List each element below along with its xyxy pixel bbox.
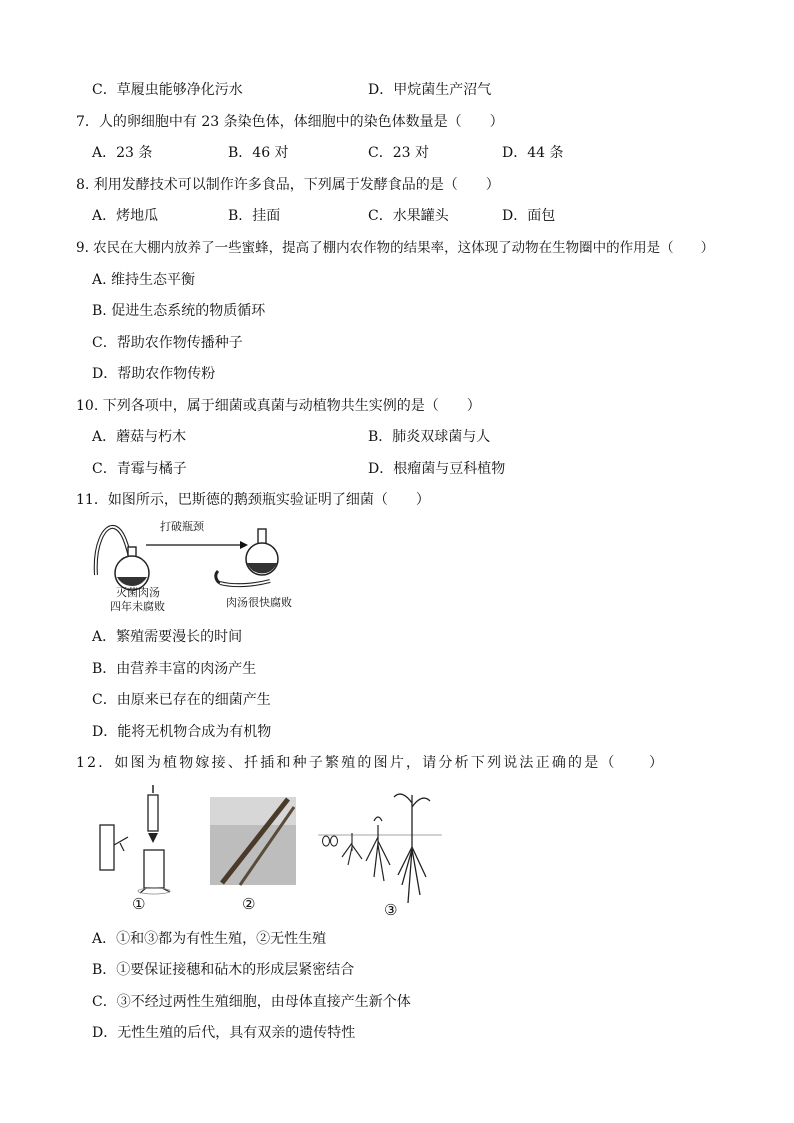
q9-option-a: A. 维持生态平衡 <box>92 272 196 288</box>
q8-option-d: D．面包 <box>502 208 556 224</box>
q7-option-c: C．23 对 <box>368 145 429 161</box>
fig-left-caption-1: 灭菌肉汤 <box>116 586 160 599</box>
fig-arrow-label: 打破瓶颈 <box>160 520 204 533</box>
fig-left-caption-2: 四年未腐败 <box>110 600 165 613</box>
q10-option-b: B．肺炎双球菌与人 <box>368 429 491 445</box>
arrow-head-icon <box>240 541 248 549</box>
q11-option-a: A．繁殖需要漫长的时间 <box>92 629 243 645</box>
fig-label-1: ① <box>132 895 146 913</box>
q8-option-a: A．烤地瓜 <box>92 208 159 224</box>
fig-label-3: ③ <box>384 901 398 919</box>
intact-flask-icon <box>96 527 149 590</box>
q7-stem: 7．人的卵细胞中有 23 条染色体，体细胞中的染色体数量是（ ） <box>76 114 504 130</box>
fig-label-2: ② <box>242 895 256 913</box>
cutting-photo-icon <box>210 797 296 885</box>
q6-option-c: C．草履虫能够净化污水 <box>92 82 243 98</box>
propagation-figure <box>90 785 450 920</box>
q12-stem: 12．如图为植物嫁接、扦插和种子繁殖的图片，请分析下列说法正确的是（ ） <box>76 755 666 771</box>
q12-option-c: C．③不经过两性生殖细胞，由母体直接产生新个体 <box>92 994 411 1010</box>
q10-option-c: C．青霉与橘子 <box>92 461 187 477</box>
q9-option-c: C．帮助农作物传播种子 <box>92 335 243 351</box>
q12-option-d: D．无性生殖的后代，具有双亲的遗传特性 <box>92 1025 356 1041</box>
q11-stem: 11．如图所示，巴斯德的鹅颈瓶实验证明了细菌（ ） <box>76 492 430 508</box>
q9-stem: 9. 农民在大棚内放养了一些蜜蜂，提高了棚内农作物的结果率，这体现了动物在生物圈中的作用是（ ） <box>76 240 715 256</box>
q10-stem: 10. 下列各项中，属于细菌或真菌与动植物共生实例的是（ ） <box>76 398 481 414</box>
q12-option-a: A．①和③都为有性生殖，②无性生殖 <box>92 931 327 947</box>
q9-option-d: D．帮助农作物传粉 <box>92 366 216 382</box>
q12-option-b: B．①要保证接穗和砧木的形成层紧密结合 <box>92 962 355 978</box>
grafting-drawing-icon <box>100 785 170 894</box>
q6-option-d: D．甲烷菌生产沼气 <box>368 82 492 98</box>
q11-option-b: B．由营养丰富的肉汤产生 <box>92 661 257 677</box>
q10-option-d: D．根瘤菌与豆科植物 <box>368 461 506 477</box>
q11-option-c: C．由原来已存在的细菌产生 <box>92 692 271 708</box>
q7-option-a: A．23 条 <box>92 145 153 161</box>
q8-stem: 8. 利用发酵技术可以制作许多食品，下列属于发酵食品的是（ ） <box>76 177 500 193</box>
broken-flask-icon <box>216 529 278 585</box>
fig-right-caption: 肉汤很快腐败 <box>226 596 292 609</box>
seed-germination-icon <box>318 794 442 903</box>
q8-option-b: B．挂面 <box>228 208 281 224</box>
q7-option-b: B．46 对 <box>228 145 289 161</box>
q10-option-a: A．蘑菇与朽木 <box>92 429 187 445</box>
q8-option-c: C．水果罐头 <box>368 208 449 224</box>
q7-option-d: D．44 条 <box>502 145 564 161</box>
q9-option-b: B. 促进生态系统的物质循环 <box>92 303 266 319</box>
q11-option-d: D．能将无机物合成为有机物 <box>92 724 272 740</box>
